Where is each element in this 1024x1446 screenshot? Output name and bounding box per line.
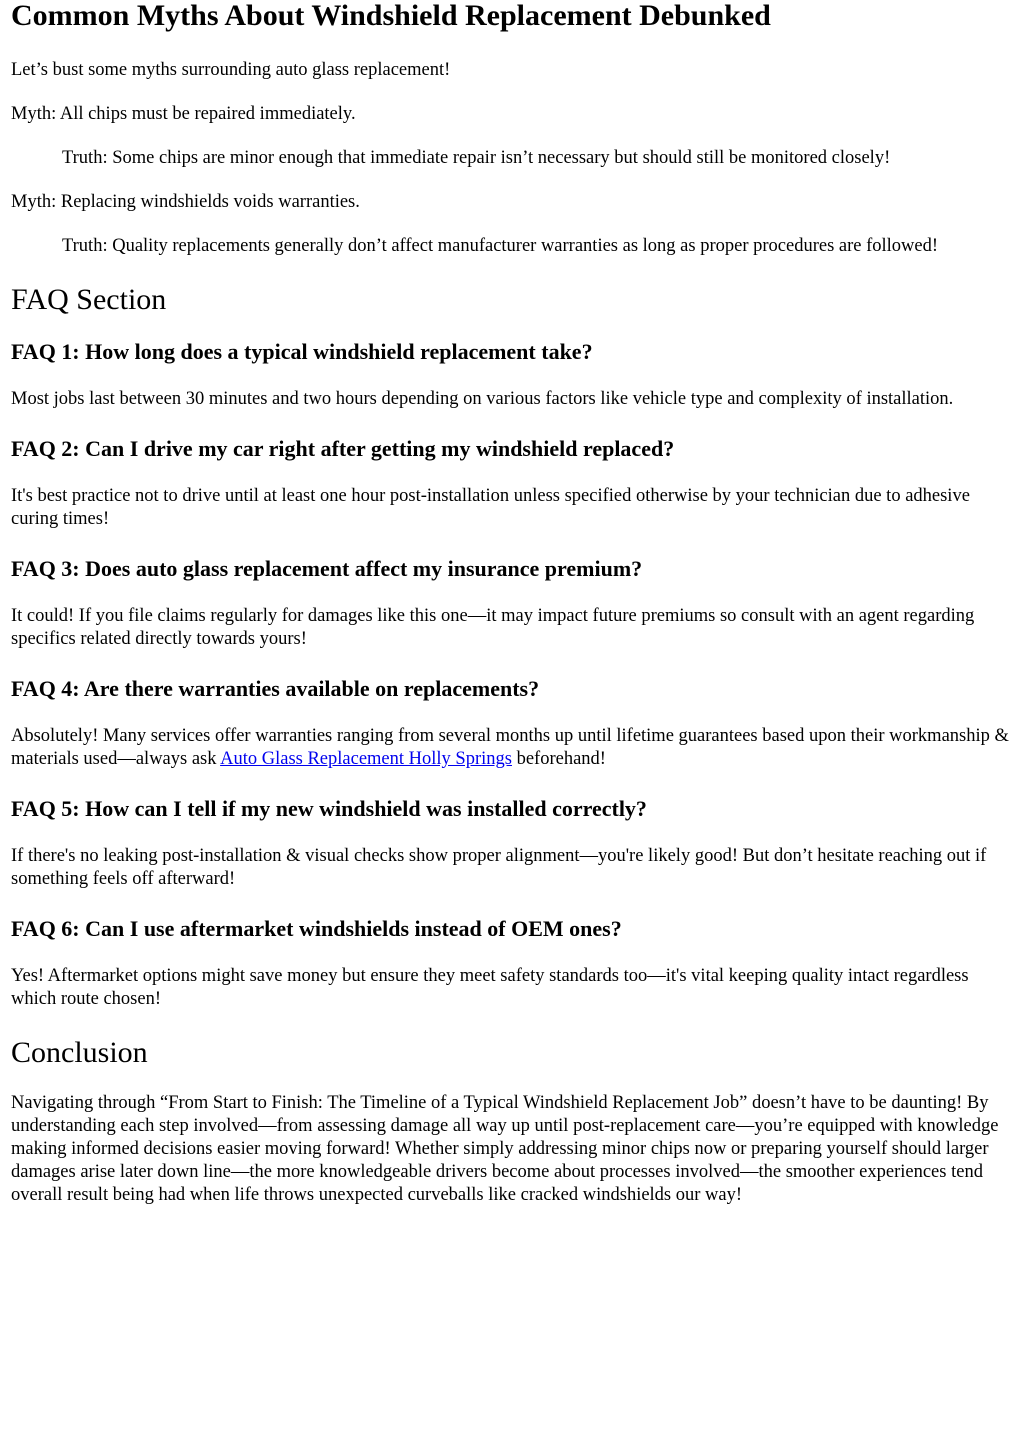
faq-3-question: FAQ 3: Does auto glass replacement affect my insurance premium? (11, 556, 643, 581)
truth-2: Truth: Quality replacements generally don’t affect manufacturer warranties as long as proper procedures are followed! (62, 236, 939, 256)
faq-1-question: FAQ 1: How long does a typical windshield replacement take? (11, 339, 593, 364)
faq-2-question: FAQ 2: Can I drive my car right after getting my windshield replaced? (11, 436, 675, 461)
faq-1-answer: Most jobs last between 30 minutes and two hours depending on various factors like vehicle type and complexity of installation. (11, 389, 954, 409)
faq-4-answer-text: Absolutely! Many services offer warranties ranging from several months up until lifetime guarantees based upon their workmanship & materials used—always ask (11, 726, 1009, 769)
faq-6-question: FAQ 6: Can I use aftermarket windshields instead of OEM ones? (11, 916, 622, 941)
faq-3-answer: It could! If you file claims regularly for damages like this one—it may impact future premiums so consult with an agent regarding specifics related directly towards yours! (11, 606, 975, 649)
faq-4-answer-tail: beforehand! (511, 749, 606, 769)
faq-heading: FAQ Section (11, 283, 167, 316)
conclusion-heading: Conclusion (11, 1036, 148, 1069)
conclusion-body: Navigating through “From Start to Finish: The Timeline of a Typical Windshield Replacement Job” doesn’t have to be daunting! By understanding each step involved—from assessing damage all way up until post-replacement care—you’re equipped with knowledge making informed decisions easier moving forward! Whether simply addressing minor chips now or preparing yourself should larger damages arise later down line—the more knowledgeable drivers become about processes involved—the smoother experiences tend overall result being had when life throws unexpected curveballs like cracked windshields our way! (11, 1093, 999, 1205)
myth-1: Myth: All chips must be repaired immediately. (11, 104, 356, 124)
faq-2-answer: It's best practice not to drive until at least one hour post-installation unless specified otherwise by your technician due to adhesive curing times! (11, 486, 970, 529)
myths-intro: Let’s bust some myths surrounding auto glass replacement! (11, 60, 451, 80)
myth-2: Myth: Replacing windshields voids warranties. (11, 192, 360, 212)
faq-4-answer (11, 725, 1016, 771)
truth-1: Truth: Some chips are minor enough that immediate repair isn’t necessary but should still be monitored closely! (62, 148, 891, 168)
faq-6-answer: Yes! Aftermarket options might save money but ensure they meet safety standards too—it's vital keeping quality intact regardless which route chosen! (11, 966, 969, 1009)
faq-5-answer: If there's no leaking post-installation & visual checks show proper alignment—you're likely good! But don’t hesitate reaching out if something feels off afterward! (11, 846, 987, 889)
faq-5-question: FAQ 5: How can I tell if my new windshield was installed correctly? (11, 796, 647, 821)
myths-heading: Common Myths About Windshield Replacement Debunked (11, 0, 771, 32)
faq-4-question: FAQ 4: Are there warranties available on replacements? (11, 676, 540, 701)
holly-springs-link[interactable]: Auto Glass Replacement Holly Springs (220, 749, 512, 769)
